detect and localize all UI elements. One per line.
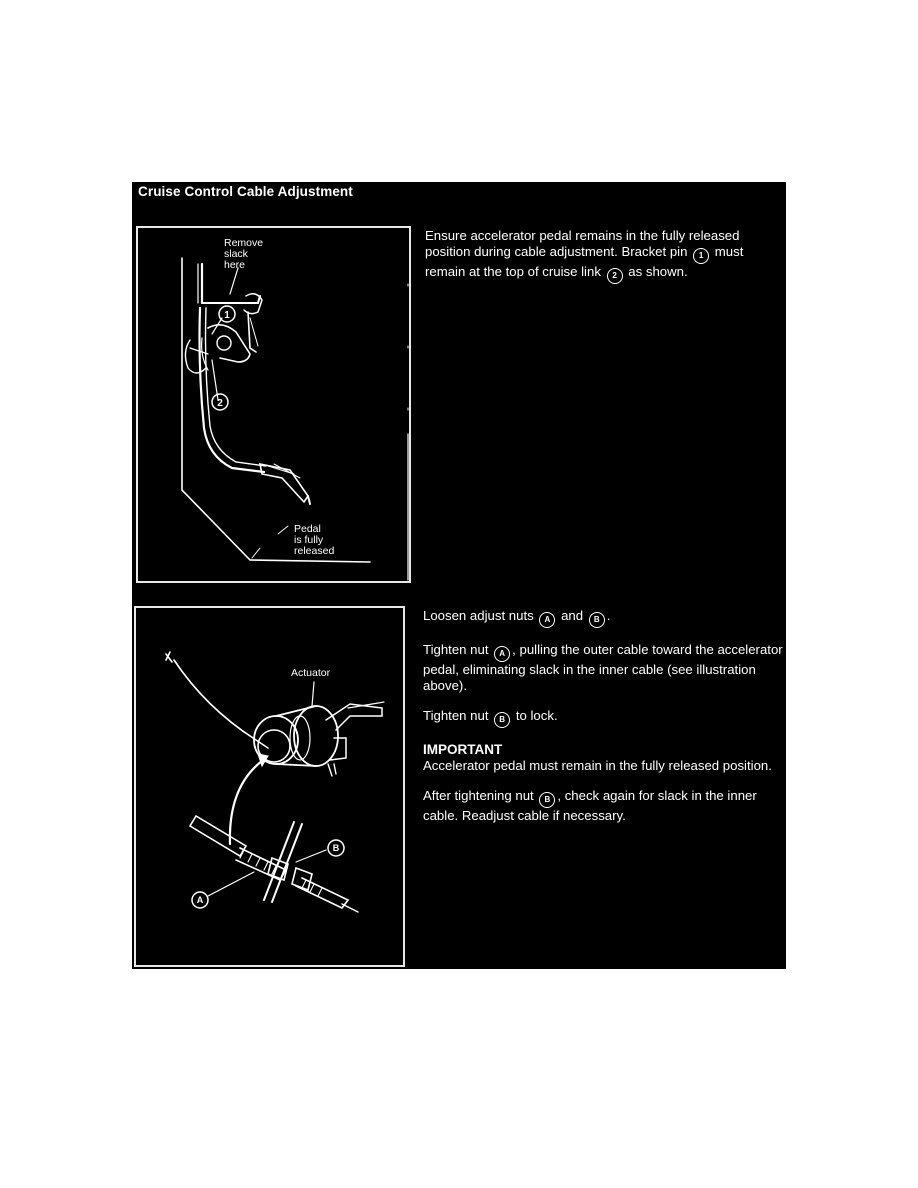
after-tightening-step: After tightening nut B , check again for slack in the inner cable. Readjust cable if necessary.	[423, 788, 757, 823]
actuator-drawing	[136, 608, 403, 965]
section-title: Cruise Control Cable Adjustment	[138, 184, 353, 199]
callout-1: 1	[224, 310, 230, 321]
loosen-nuts-step: Loosen adjust nuts A and B .	[423, 608, 785, 628]
step-1-instructions: Ensure accelerator pedal remains in the fully released position during cable adjustment. Bracket pin 1 must remain at the top of cruise link 2 as shown.	[425, 228, 785, 284]
step-2-instructions	[423, 608, 785, 838]
remove-slack-label: Remove slack here	[224, 237, 264, 271]
important-heading: IMPORTANT	[423, 742, 503, 757]
callout-a: A	[196, 895, 204, 905]
pedal-released-label: Pedal is fully released	[294, 523, 335, 557]
pedal-assembly-drawing	[138, 228, 409, 581]
ref-callout-b: B	[589, 612, 605, 628]
important-body: Accelerator pedal must remain in the fully released position.	[423, 758, 772, 773]
actuator-illustration-panel	[134, 606, 405, 967]
callout-2: 2	[217, 398, 223, 409]
ref-callout-1: 1	[693, 248, 709, 264]
ref-callout-a: A	[494, 646, 510, 662]
actuator-label: Actuator	[291, 667, 331, 679]
manual-page	[132, 182, 786, 969]
ref-callout-b: B	[539, 792, 555, 808]
ref-callout-2: 2	[607, 268, 623, 284]
tighten-nut-b-step: Tighten nut B to lock.	[423, 708, 785, 728]
ref-callout-b: B	[494, 712, 510, 728]
callout-b: B	[332, 843, 340, 853]
pedal-illustration-panel	[136, 226, 411, 583]
ref-callout-a: A	[539, 612, 555, 628]
tighten-nut-a-step: Tighten nut A , pulling the outer cable toward the accelerator pedal, eliminating slack in the inner cable (see illustration above).	[423, 642, 783, 693]
